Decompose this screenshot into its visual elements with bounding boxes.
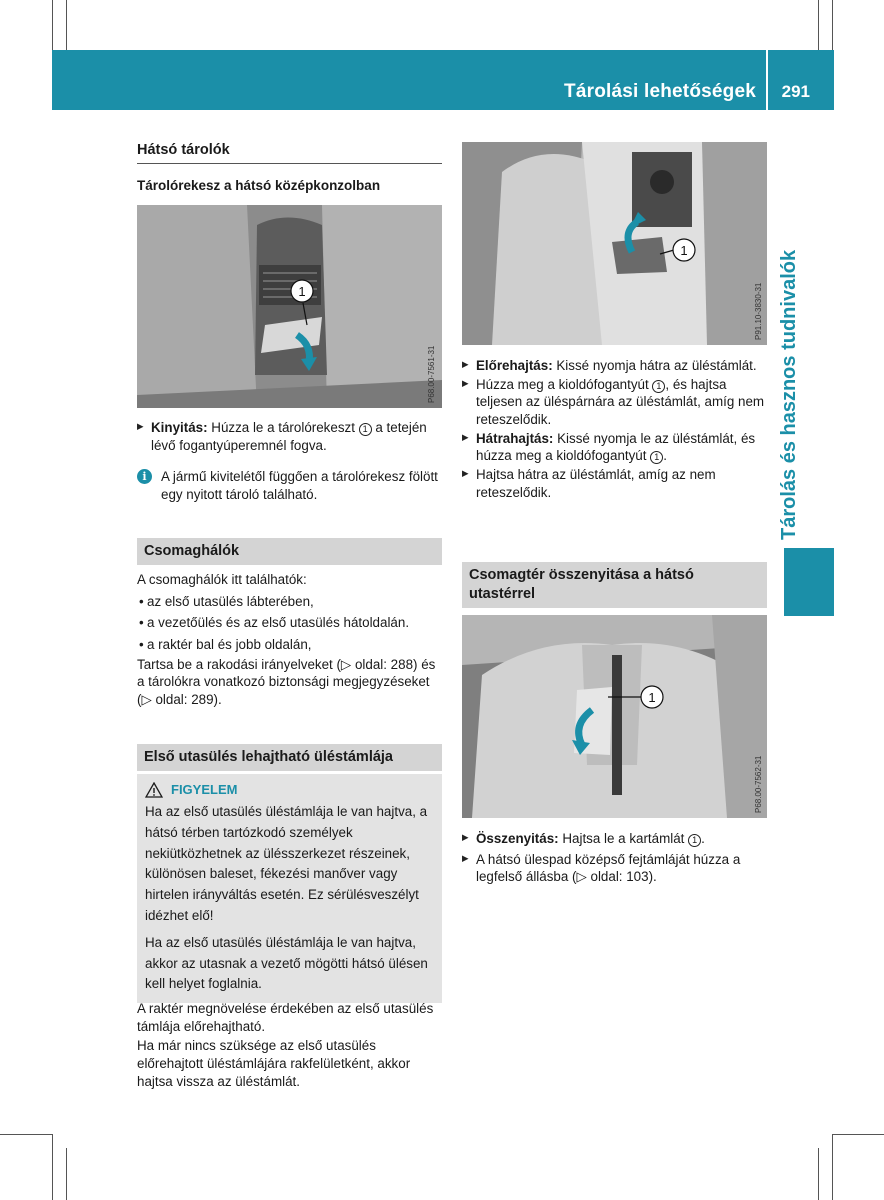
step-label: Előrehajtás: xyxy=(476,358,553,373)
crop-mark xyxy=(52,0,53,50)
section-title-seat: Első utasülés lehajtható üléstámlája xyxy=(137,744,442,771)
info-icon: i xyxy=(137,469,152,484)
figure-rear-armrest xyxy=(462,615,767,818)
instruction-list xyxy=(462,830,767,887)
figure-seat-release-handle xyxy=(462,142,767,345)
nets-body xyxy=(137,571,442,709)
section-band xyxy=(137,744,442,771)
section-title-fold: Csomagtér összenyitása a hátsó utastérrel xyxy=(462,562,767,608)
step-text: Kissé nyomja hátra az üléstámlát. xyxy=(552,358,757,373)
warning-box xyxy=(137,774,442,1003)
crop-mark xyxy=(832,1134,833,1200)
info-note xyxy=(137,468,442,503)
section-title: Hátsó tárolók xyxy=(137,141,442,164)
figure-code: P68.00-7562-31 xyxy=(754,755,763,813)
instruction-list xyxy=(462,357,767,503)
subsection-title: Tárolórekesz a hátsó középkonzolban xyxy=(137,178,381,193)
step-text: A hátsó ülespad középső fejtámláját húzza a legfelső állásba (▷ oldal: 103). xyxy=(476,851,741,885)
crop-mark xyxy=(832,1134,884,1135)
info-text: A jármű kivitelétől függően a tárolórekesz fölött egy nyitott tároló található. xyxy=(161,469,438,502)
header-title: Tárolási lehetőségek xyxy=(564,81,756,102)
seat-body xyxy=(137,1000,442,1090)
callout-number: 1 xyxy=(359,423,372,436)
list-item: • a vezetőülés és az első utasülés hátoldalán. xyxy=(137,614,442,632)
figure-rear-console-compartment xyxy=(137,205,442,408)
crop-mark xyxy=(0,1134,52,1135)
crop-mark xyxy=(818,0,819,50)
step-label: Összenyitás: xyxy=(476,831,559,846)
step-headrest xyxy=(462,851,767,886)
nets-outro: Tartsa be a rakodási irányelveket (▷ oldal: 288) és a tárolókra vonatkozó biztonsági megjegyzéseket (▷ oldal: 289). xyxy=(137,656,436,708)
figure-code: P68.00-7561-31 xyxy=(427,345,436,403)
header-divider xyxy=(766,50,768,110)
page-header xyxy=(52,50,834,110)
paragraph: Ha már nincs szüksége az első utasülés előrehajtott üléstámlájára rakfelületként, akkor hajtsa vissza az üléstámlát. xyxy=(137,1038,411,1089)
page-number: 291 xyxy=(781,82,810,101)
callout-number: 1 xyxy=(650,451,663,464)
step-text: Kissé nyomja le az üléstámlát, és húzza meg a kioldófogantyút xyxy=(476,430,756,464)
step-text: . xyxy=(663,448,667,464)
figure-callout-label: 1 xyxy=(648,690,656,705)
section-band xyxy=(137,538,442,565)
step-text: Húzza le a tárolórekeszt xyxy=(207,420,359,435)
warning-text: Ha az első utasülés üléstámlája le van hajtva, akkor az utasnak a vezető mögötti hátsó ülésen kell helyet foglalnia. xyxy=(145,934,428,992)
section-band xyxy=(462,562,767,608)
section-heading xyxy=(137,141,442,164)
crop-mark xyxy=(818,1148,819,1200)
chapter-side-label: Tárolás és hasznos tudnivalók xyxy=(778,249,800,540)
section-title-nets: Csomaghálók xyxy=(137,538,442,565)
warning-heading xyxy=(145,780,434,800)
warning-label: FIGYELEM xyxy=(171,782,238,797)
step-text: a tetején lévő fogantyúperemnél fogva. xyxy=(151,420,427,453)
step-label: Kinyitás: xyxy=(151,420,208,435)
list-item: • a raktér bal és jobb oldalán, xyxy=(137,636,442,654)
step-text: Hajtsa le a kartámlát xyxy=(558,831,689,846)
step-fold-back xyxy=(462,430,767,465)
crop-mark xyxy=(52,1134,53,1200)
step-text: Hajtsa hátra az üléstámlát, amíg az nem reteszelődik. xyxy=(476,467,716,500)
paragraph: A raktér megnövelése érdekében az első utasülés támlája előrehajtható. xyxy=(137,1001,434,1034)
crop-mark xyxy=(66,0,67,50)
step-open xyxy=(137,419,442,454)
step-text: Húzza meg a kioldófogantyút xyxy=(476,376,653,392)
step-text: , és hajtsa teljesen az üléspárnára az üléstámlát, amíg nem reteszelődik. xyxy=(476,376,765,428)
list-item: • az első utasülés lábterében, xyxy=(137,593,442,611)
nets-intro: A csomaghálók itt találhatók: xyxy=(137,572,307,587)
chapter-tab-marker xyxy=(784,548,834,616)
crop-mark xyxy=(832,0,833,50)
step-lock-back xyxy=(462,466,767,501)
step-label: Hátrahajtás: xyxy=(476,430,554,446)
callout-number: 1 xyxy=(688,834,701,847)
step-open-passthrough xyxy=(462,830,767,848)
crop-mark xyxy=(66,1148,67,1200)
warning-text: Ha az első utasülés üléstámlája le van hajtva, a hátsó térben tartózkodó személyek nekiütközhetnek az ülésszerkezet részeinek, különösen baleset, fékezési manőver vagy hirtelen irányváltás esetén. Ez sérülésveszélyt idézhet elő! xyxy=(145,804,428,923)
instruction-list xyxy=(137,419,442,455)
figure-callout-label: 1 xyxy=(298,284,306,299)
figure-callout-label: 1 xyxy=(680,243,688,258)
step-text: . xyxy=(701,831,705,846)
warning-triangle-icon xyxy=(145,782,163,798)
figure-code: P91.10-3830-31 xyxy=(754,282,763,340)
step-fold-forward xyxy=(462,357,767,375)
subsection-heading xyxy=(137,177,442,195)
callout-number: 1 xyxy=(652,380,665,393)
step-pull-handle xyxy=(462,376,767,429)
